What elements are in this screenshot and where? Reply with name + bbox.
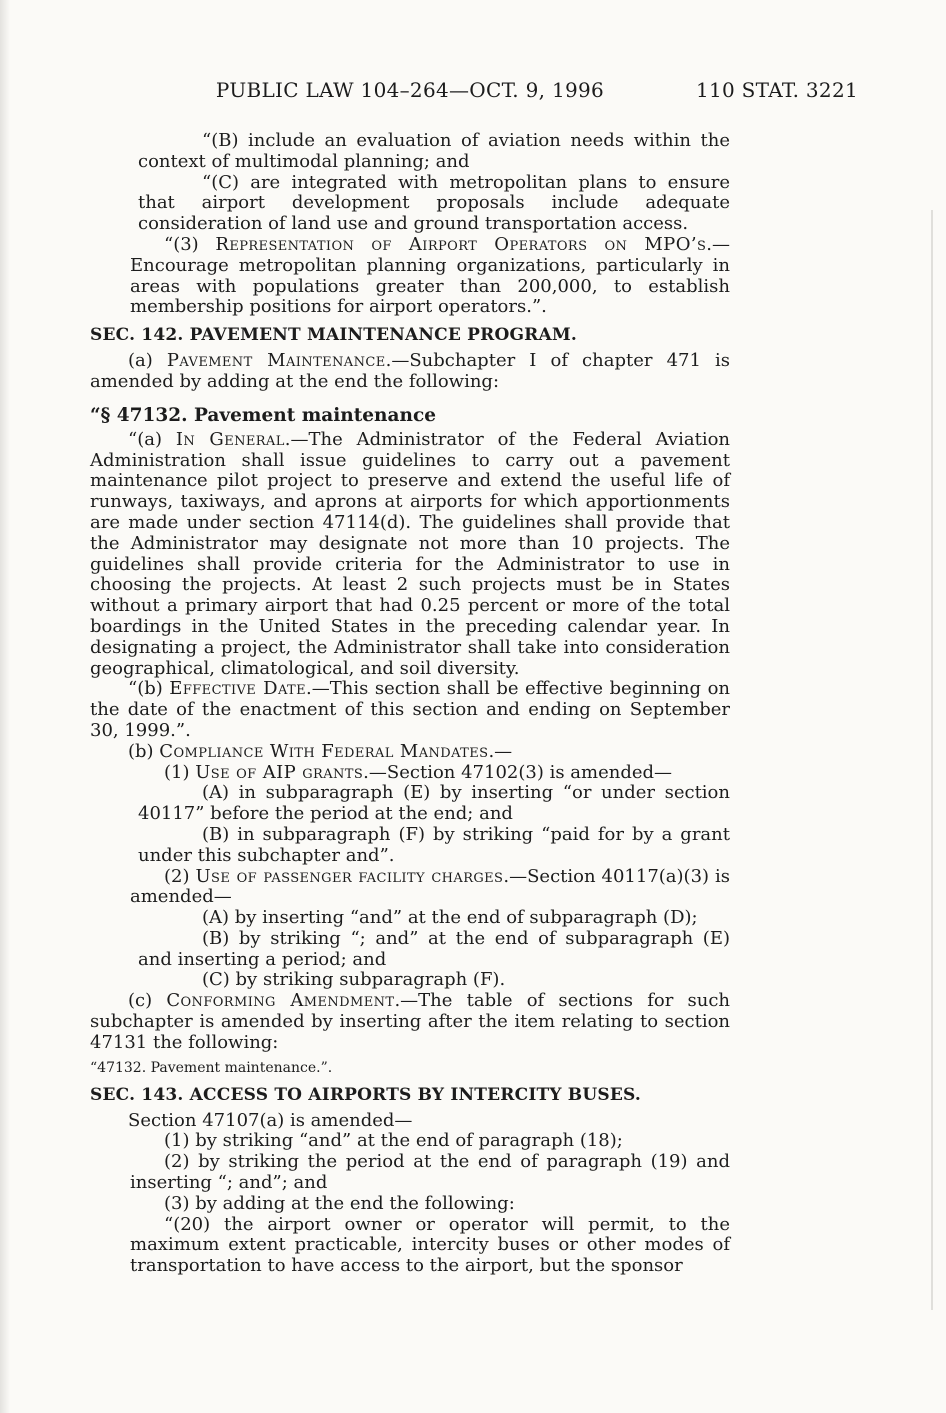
small-caps-run: Use of passenger facility charges (195, 865, 504, 887)
statute-paragraph (90, 991, 730, 1053)
text-run: SEC. 143. ACCESS TO AIRPORTS BY INTERCITY BUSES. (90, 1084, 642, 1105)
text-run: (2) by striking the period at the end of paragraph (19) and inserting “; and”; and (130, 1151, 730, 1194)
text-run: “47132. Pavement maintenance.”. (90, 1059, 333, 1076)
statute-paragraph (90, 742, 730, 763)
small-caps-run: Compliance With Federal Mandates (159, 740, 489, 762)
text-run: SEC. 142. PAVEMENT MAINTENANCE PROGRAM. (90, 325, 578, 346)
scan-crease (931, 210, 933, 1310)
text-run: .—Encourage metropolitan planning organizations, particularly in areas with populations greater than 200,000, to establish membership positions for airport operators.”. (130, 233, 731, 318)
small-caps-run: Effective Date (169, 678, 306, 700)
statute-paragraph (90, 173, 730, 235)
text-run: .—This section shall be effective beginning on the date of the enactment of this section and ending on September 30, 1999.”. (90, 678, 730, 741)
statute-paragraph (90, 351, 730, 393)
small-caps-run: Use of AIP grants (195, 761, 364, 783)
statute-paragraph (90, 1152, 730, 1194)
text-run: .—The table of sections for such subchapter is amended by inserting after the item relating to section 47131 the following: (90, 990, 730, 1053)
text-run: (C) by striking subparagraph (F). (202, 969, 506, 991)
statute-paragraph (90, 131, 730, 173)
text-run: “§ 47132. Pavement maintenance (90, 404, 436, 426)
text-run: (b) (128, 740, 160, 762)
text-run: (1) by striking “and” at the end of paragraph (18); (164, 1130, 623, 1152)
text-run: “(b) (128, 678, 170, 700)
section-heading (90, 1085, 730, 1106)
statute-paragraph (90, 430, 730, 680)
running-head-stat-citation: 110 STAT. 3221 (695, 78, 858, 102)
text-run: Section 47107(a) is amended— (128, 1109, 413, 1131)
running-head (0, 78, 946, 104)
text-run: (2) (164, 865, 196, 887)
small-caps-run: Representation of Airport Operators on MPO’s (215, 233, 707, 255)
small-caps-run: Pavement Maintenance (166, 350, 386, 372)
statute-paragraph (90, 929, 730, 971)
statute-paragraph (90, 1215, 730, 1277)
statute-paragraph (90, 1111, 730, 1132)
text-run: (1) (164, 761, 196, 783)
text-run: .—Section 47102(3) is amended— (363, 761, 673, 783)
text-run: .—The Administrator of the Federal Aviation Administration shall issue guidelines to carry out a pavement maintenance pilot project to preserve and extend the useful life of runways, taxiways, and aprons at airports for which apportionments are made under section 47114(d). The guidelines shall provide that the Administrator may designate not more than 10 projects. The guidelines shall provide criteria for the Administrator to use in choosing the projects. At least 2 such projects must be in States without a primary airport that had 0.25 percent or more of the total boardings in the United States in the preceding calendar year. In designating a project, the Administrator shall take into consideration geographical, climatological, and soil diversity. (90, 428, 731, 679)
text-run: (A) by inserting “and” at the end of subparagraph (D); (202, 907, 698, 929)
text-run: (B) in subparagraph (F) by striking “paid for by a grant under this subchapter and”. (138, 823, 730, 866)
text-run: “(a) (128, 428, 176, 450)
statute-paragraph (90, 783, 730, 825)
statute-paragraph (90, 1194, 730, 1215)
statute-paragraph (90, 825, 730, 867)
statute-paragraph (90, 908, 730, 929)
section-heading (90, 325, 730, 346)
text-run: (B) by striking “; and” at the end of subparagraph (E) and inserting a period; and (138, 927, 730, 970)
statute-paragraph (90, 867, 730, 909)
text-run: .— (488, 740, 513, 762)
text-run: “(B) include an evaluation of aviation needs within the context of multimodal planning; and (138, 130, 730, 172)
text-run: “(3) (164, 233, 216, 255)
statute-paragraph (90, 1131, 730, 1152)
statute-text-body (90, 131, 730, 1277)
text-run: (3) by adding at the end the following: (164, 1192, 515, 1214)
small-caps-run: In General (175, 428, 285, 450)
statute-paragraph (90, 679, 730, 741)
usc-section-heading (90, 405, 730, 427)
text-run: .—Subchapter I of chapter 471 is amended by adding at the end the following: (90, 350, 731, 392)
text-run: (a) (128, 350, 167, 372)
text-run: .—Section 40117(a)(3) is amended— (130, 865, 730, 908)
table-of-sections-entry (90, 1060, 730, 1077)
small-caps-run: Conforming Amendment (166, 990, 395, 1012)
text-run: “(C) are integrated with metropolitan plans to ensure that airport development proposals include adequate consideration of land use and ground transportation access. (138, 171, 730, 235)
text-run: (A) in subparagraph (E) by inserting “or under section 40117” before the period at the end; and (138, 782, 730, 825)
statute-paragraph (90, 970, 730, 991)
text-run: (c) (128, 990, 167, 1012)
text-run: “(20) the airport owner or operator will permit, to the maximum extent practicable, intercity buses or other modes of transportation to have access to the airport, but the sponsor (130, 1213, 730, 1277)
statute-paragraph (90, 235, 730, 318)
statute-paragraph (90, 763, 730, 784)
running-head-law-title: PUBLIC LAW 104–264—OCT. 9, 1996 (215, 78, 605, 102)
